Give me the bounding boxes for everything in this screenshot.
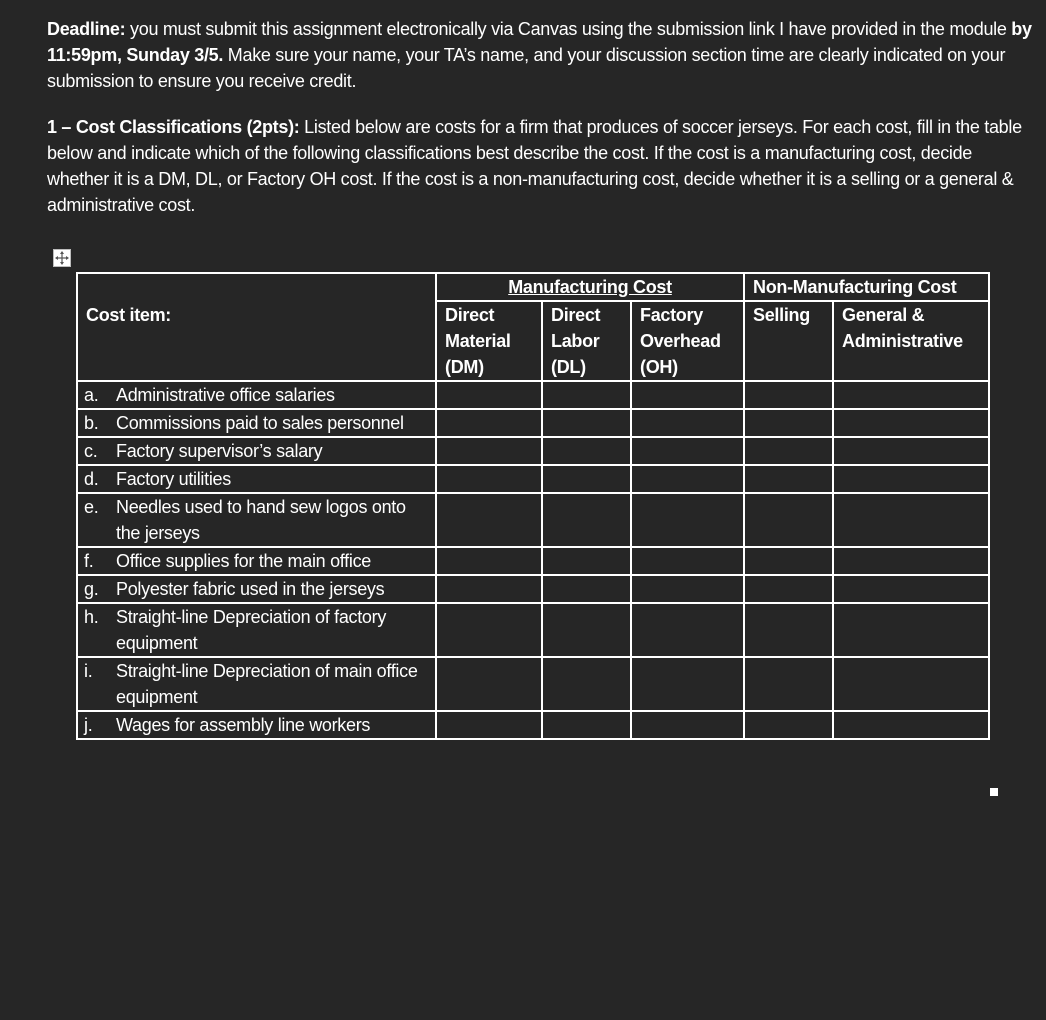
classification-cell-general-admin[interactable]	[833, 657, 989, 711]
cost-item-letter: c.	[84, 441, 98, 461]
cost-item-text: Administrative office salaries	[116, 385, 335, 405]
classification-cell-oh[interactable]	[631, 575, 744, 603]
classification-cell-oh[interactable]	[631, 493, 744, 547]
question-text: Listed below are costs for a firm that produces of soccer jerseys. For each cost, fill in the table below and indicate which of the following classifications best describe the cost. If the cost is a manufacturing cost, decide whether it is a DM, DL, or Factory OH cost. If the cost is a non-manufacturing cost, decide whether it is a selling or a general & administrative cost.	[47, 117, 1022, 215]
classification-cell-dl[interactable]	[542, 575, 631, 603]
classification-cell-dl[interactable]	[542, 711, 631, 739]
classification-cell-oh[interactable]	[631, 381, 744, 409]
classification-cell-general-admin[interactable]	[833, 493, 989, 547]
column-header-oh[interactable]	[631, 301, 744, 381]
classification-cell-general-admin[interactable]	[833, 575, 989, 603]
classification-cell-dl[interactable]	[542, 603, 631, 657]
cost-item-letter: g.	[84, 579, 99, 599]
classification-cell-oh[interactable]	[631, 409, 744, 437]
table-move-handle-icon[interactable]	[53, 249, 71, 267]
cost-item-letter: j.	[84, 715, 93, 735]
cost-item-letter: h.	[84, 607, 99, 627]
cost-item-wrap	[84, 494, 427, 546]
classification-cell-selling[interactable]	[744, 575, 833, 603]
classification-cell-oh[interactable]	[631, 657, 744, 711]
classification-cell-oh[interactable]	[631, 603, 744, 657]
cost-item-text: Straight-line Depreciation of main office equipment	[116, 661, 418, 707]
classification-cell-general-admin[interactable]	[833, 381, 989, 409]
classification-cell-dl[interactable]	[542, 409, 631, 437]
cost-item-text: Factory utilities	[116, 469, 231, 489]
cost-item-cell[interactable]	[77, 493, 436, 547]
cost-item-text: Polyester fabric used in the jerseys	[116, 579, 385, 599]
column-header-line: Direct	[445, 305, 495, 325]
classification-cell-selling[interactable]	[744, 547, 833, 575]
cost-item-letter: a.	[84, 385, 99, 405]
classification-cell-dl[interactable]	[542, 465, 631, 493]
deadline-text-2: Make sure your name, your TA’s name, and your discussion section time are clearly indicated on your submission to ensure you receive credit.	[47, 45, 1006, 91]
column-header-selling[interactable]	[744, 301, 833, 381]
cost-item-letter: e.	[84, 497, 99, 517]
classification-cell-oh[interactable]	[631, 547, 744, 575]
table-row	[77, 575, 989, 603]
column-header-line: Labor	[551, 331, 600, 351]
cost-item-letter: b.	[84, 413, 99, 433]
cost-item-wrap	[84, 658, 427, 710]
classification-cell-oh[interactable]	[631, 711, 744, 739]
cost-item-text: Wages for assembly line workers	[116, 715, 371, 735]
table-row	[77, 711, 989, 739]
classification-cell-selling[interactable]	[744, 381, 833, 409]
column-header-line: (OH)	[640, 357, 678, 377]
table-row	[77, 465, 989, 493]
classification-cell-dm[interactable]	[436, 657, 542, 711]
cost-item-cell[interactable]	[77, 575, 436, 603]
cost-item-text: Office supplies for the main office	[116, 551, 371, 571]
cost-item-cell[interactable]	[77, 547, 436, 575]
classification-cell-general-admin[interactable]	[833, 603, 989, 657]
cost-item-cell[interactable]	[77, 711, 436, 739]
cost-item-header[interactable]	[77, 273, 436, 381]
classification-cell-dm[interactable]	[436, 409, 542, 437]
cost-item-cell[interactable]	[77, 437, 436, 465]
classification-cell-dl[interactable]	[542, 381, 631, 409]
cost-item-cell[interactable]	[77, 465, 436, 493]
classification-cell-dm[interactable]	[436, 575, 542, 603]
column-header-dm[interactable]	[436, 301, 542, 381]
classification-cell-dl[interactable]	[542, 657, 631, 711]
classification-cell-dl[interactable]	[542, 493, 631, 547]
question-paragraph	[47, 114, 1037, 218]
cost-item-wrap	[84, 548, 427, 574]
column-header-line: Material	[445, 331, 511, 351]
column-header-general-admin[interactable]	[833, 301, 989, 381]
cost-item-text: Commissions paid to sales personnel	[116, 413, 404, 433]
deadline-due-date: by 11:59pm, Sunday 3/5.	[47, 19, 1032, 65]
cost-item-header-label: Cost item:	[86, 305, 172, 325]
cost-item-cell[interactable]	[77, 409, 436, 437]
deadline-text-1: you must submit this assignment electronically via Canvas using the submission link I have provided in the module	[125, 19, 1012, 39]
classification-cell-selling[interactable]	[744, 657, 833, 711]
classification-cell-oh[interactable]	[631, 465, 744, 493]
cost-item-letter: d.	[84, 469, 99, 489]
cost-item-text: Straight-line Depreciation of factory equipment	[116, 607, 387, 653]
classification-cell-dm[interactable]	[436, 493, 542, 547]
column-header-line: (DL)	[551, 357, 586, 377]
cost-item-wrap	[84, 410, 427, 436]
non-manufacturing-cost-header[interactable]: Non-Manufacturing Cost	[744, 273, 989, 301]
classification-cell-dm[interactable]	[436, 547, 542, 575]
classification-cell-selling[interactable]	[744, 711, 833, 739]
classification-cell-general-admin[interactable]	[833, 409, 989, 437]
table-row	[77, 493, 989, 547]
classification-cell-dm[interactable]	[436, 711, 542, 739]
column-header-line: (DM)	[445, 357, 484, 377]
end-of-row-marker	[988, 299, 990, 325]
table-row	[77, 381, 989, 409]
cost-item-wrap	[84, 576, 427, 602]
column-header-line: General &	[842, 305, 925, 325]
cost-item-letter: f.	[84, 551, 94, 571]
cost-item-wrap	[84, 712, 427, 738]
column-header-line: Factory	[640, 305, 703, 325]
cost-item-wrap	[84, 466, 427, 492]
classification-cell-dl[interactable]	[542, 547, 631, 575]
table-row	[77, 547, 989, 575]
table-resize-handle[interactable]	[990, 788, 998, 796]
cost-item-cell[interactable]	[77, 603, 436, 657]
question-heading: 1 – Cost Classifications (2pts):	[47, 117, 300, 137]
classification-cell-general-admin[interactable]	[833, 711, 989, 739]
cost-item-wrap	[84, 382, 427, 408]
table-row	[77, 603, 989, 657]
column-header-line: Selling	[753, 305, 810, 325]
cost-item-letter: i.	[84, 661, 93, 681]
column-header-dl[interactable]	[542, 301, 631, 381]
cost-item-cell[interactable]	[77, 381, 436, 409]
classification-cell-selling[interactable]	[744, 493, 833, 547]
classification-cell-selling[interactable]	[744, 465, 833, 493]
classification-cell-general-admin[interactable]	[833, 465, 989, 493]
deadline-paragraph	[47, 16, 1037, 94]
classification-cell-dm[interactable]	[436, 465, 542, 493]
cost-item-wrap	[84, 438, 427, 464]
classification-cell-dl[interactable]	[542, 437, 631, 465]
table-row	[77, 409, 989, 437]
classification-cell-dm[interactable]	[436, 381, 542, 409]
table-row	[77, 437, 989, 465]
deadline-label: Deadline:	[47, 19, 126, 39]
column-header-line: Administrative	[842, 331, 963, 351]
column-header-line: Overhead	[640, 331, 721, 351]
table-body	[77, 381, 989, 739]
classification-cell-selling[interactable]	[744, 409, 833, 437]
classification-cell-oh[interactable]	[631, 437, 744, 465]
table-group-header-row	[77, 273, 989, 301]
classification-cell-dm[interactable]	[436, 437, 542, 465]
classification-cell-selling[interactable]	[744, 437, 833, 465]
cost-item-text: Factory supervisor’s salary	[116, 441, 323, 461]
classification-cell-general-admin[interactable]	[833, 547, 989, 575]
classification-cell-selling[interactable]	[744, 603, 833, 657]
cost-classification-table	[76, 272, 990, 740]
cost-item-cell[interactable]	[77, 657, 436, 711]
column-header-line: Direct	[551, 305, 601, 325]
manufacturing-cost-header[interactable]: Manufacturing Cost	[436, 273, 744, 301]
table-row	[77, 657, 989, 711]
classification-cell-general-admin[interactable]	[833, 437, 989, 465]
classification-cell-dm[interactable]	[436, 603, 542, 657]
cost-item-text: Needles used to hand sew logos onto the jerseys	[116, 497, 406, 543]
cost-item-wrap	[84, 604, 427, 656]
